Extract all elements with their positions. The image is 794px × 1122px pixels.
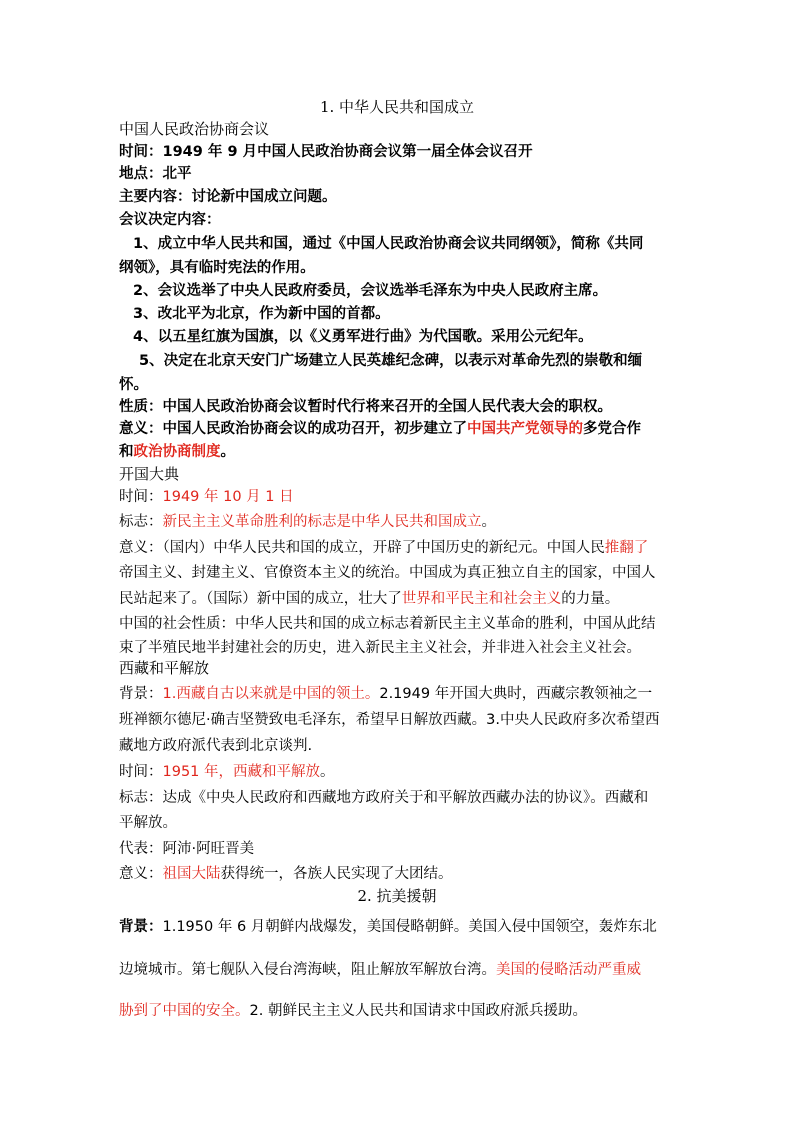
korea-background-3 [119, 1001, 587, 1021]
tibet-background [119, 684, 652, 704]
highlight: 胁到了中国的安全。 [119, 1003, 250, 1019]
ceremony-meaning-3 [119, 589, 619, 609]
tibet-sign-cont: 平解放。 [119, 815, 177, 831]
value: 北平 [162, 166, 192, 182]
decision-item-3: 3、改北平为北京，作为新中国的首都。 [133, 306, 390, 322]
korea-background [119, 917, 657, 937]
text: 民站起来了。（国际）新中国的成立，壮大了 [119, 591, 402, 607]
subheading-tibet: 西藏和平解放 [119, 659, 210, 677]
decision-item-2: 2、会议选举了中央人民政府委员，会议选举毛泽东为中央人民政府主席。 [133, 283, 608, 299]
social-nature-cont: 束了半殖民地半封建社会的历史，进入新民主主义社会，并非进入社会主义社会。 [119, 640, 641, 656]
label: 时间： [119, 144, 163, 160]
label: 意义： [119, 421, 163, 437]
end: 。 [481, 514, 496, 530]
label: 时间： [119, 764, 163, 780]
ceremony-meaning-2: 帝国主义、封建主义、官僚资本主义的统治。中国成为真正独立自主的国家，中国人 [119, 565, 656, 581]
korea-background-2 [119, 960, 641, 980]
decision-item-1: 1、成立中华人民共和国，通过《中国人民政治协商会议共同纲领》，简称《共同 [133, 236, 644, 252]
label: 意义： [119, 866, 163, 882]
subheading-founding-ceremony: 开国大典 [119, 465, 180, 483]
value: 讨论新中国成立问题。 [191, 189, 337, 205]
ceremony-meaning [119, 538, 648, 558]
highlight: 推翻了 [604, 540, 649, 556]
cppcc-decision-label: 会议决定内容： [119, 212, 221, 228]
label: 地点： [119, 166, 163, 182]
cppcc-meaning-cont [119, 442, 235, 462]
value: 新民主主义革命胜利的标志是中华人民共和国成立 [162, 514, 482, 530]
decision-item-1-cont: 纲领》，具有临时宪法的作用。 [119, 260, 315, 276]
cppcc-nature [119, 397, 612, 417]
label: 背景： [119, 919, 163, 935]
tibet-meaning [119, 864, 453, 884]
subheading-cppcc: 中国人民政治协商会议 [119, 120, 270, 138]
highlight: 1.西藏自古以来就是中国的领土。 [162, 686, 380, 702]
cppcc-meaning [119, 419, 641, 439]
section-title-1: 1. 中华人民共和国成立 [319, 98, 475, 116]
text: 获得统一，各族人民实现了大团结。 [220, 866, 453, 882]
tibet-background-3: 藏地方政府派代表到北京谈判. [119, 738, 313, 754]
value: 中国人民政治协商会议暂时代行将来召开的全国人民代表大会的职权。 [162, 399, 612, 415]
decision-item-4: 4、以五星红旗为国旗，以《义勇军进行曲》为代国歌。采用公元纪年。 [133, 329, 593, 345]
label: 性质： [119, 399, 163, 415]
label: 背景： [119, 686, 163, 702]
cppcc-time [119, 142, 533, 162]
text: 边境城市。第七舰队入侵台湾海峡，阻止解放军解放台湾。 [119, 962, 496, 978]
text: 2. 朝鲜民主主义人民共和国请求中国政府派兵援助。 [249, 1003, 587, 1019]
tibet-background-2: 班禅额尔德尼·确吉坚赞致电毛泽东，希望早日解放西藏。3.中央人民政府多次希望西 [119, 712, 660, 728]
ceremony-sign [119, 512, 496, 532]
text: 2.1949 年开国大典时，西藏宗教领袖之一 [379, 686, 653, 702]
end: 。 [320, 764, 335, 780]
highlight: 祖国大陆 [162, 866, 221, 882]
highlight: 世界和平民主和社会主义 [401, 591, 562, 607]
text: 中国人民政治协商会议的成功召开，初步建立了 [162, 421, 467, 437]
text: （国内）中华人民共和国的成立，开辟了中国历史的新纪元。中国人民 [162, 540, 605, 556]
label: 标志： [119, 514, 163, 530]
text: 。 [220, 444, 235, 460]
ceremony-time [119, 487, 294, 507]
value: 1951 年，西藏和平解放 [162, 764, 321, 780]
highlight: 美国的侵略活动严重威 [496, 962, 641, 978]
tibet-representative: 代表：阿沛·阿旺晋美 [119, 841, 255, 857]
text: 多党合作 [583, 421, 641, 437]
tibet-sign: 标志：达成《中央人民政府和西藏地方政府关于和平解放西藏办法的协议》。西藏和 [119, 790, 649, 806]
social-nature: 中国的社会性质：中华人民共和国的成立标志着新民主主义革命的胜利，中国从此结 [119, 616, 656, 632]
text: 1.1950 年 6 月朝鲜内战爆发，美国侵略朝鲜。美国入侵中国领空，轰炸东北 [162, 919, 657, 935]
highlight: 政治协商制度 [133, 444, 221, 460]
section-title-2: 2. 抗美援朝 [357, 887, 437, 905]
cppcc-place [119, 164, 192, 184]
value: 1949 年 10 月 1 日 [162, 489, 294, 505]
decision-item-5: 5、决定在北京天安门广场建立人民英雄纪念碑，以表示对革命先烈的崇敬和缅 [139, 353, 643, 369]
highlight: 中国共产党领导的 [467, 421, 583, 437]
label: 意义： [119, 540, 163, 556]
label: 主要内容： [119, 189, 192, 205]
value: 1949 年 9 月中国人民政治协商会议第一届全体会议召开 [162, 144, 533, 160]
label: 时间： [119, 489, 163, 505]
text: 和 [119, 444, 134, 460]
decision-item-5-cont: 怀。 [119, 377, 148, 393]
cppcc-content [119, 187, 337, 207]
tibet-time [119, 762, 335, 782]
text: 的力量。 [561, 591, 620, 607]
